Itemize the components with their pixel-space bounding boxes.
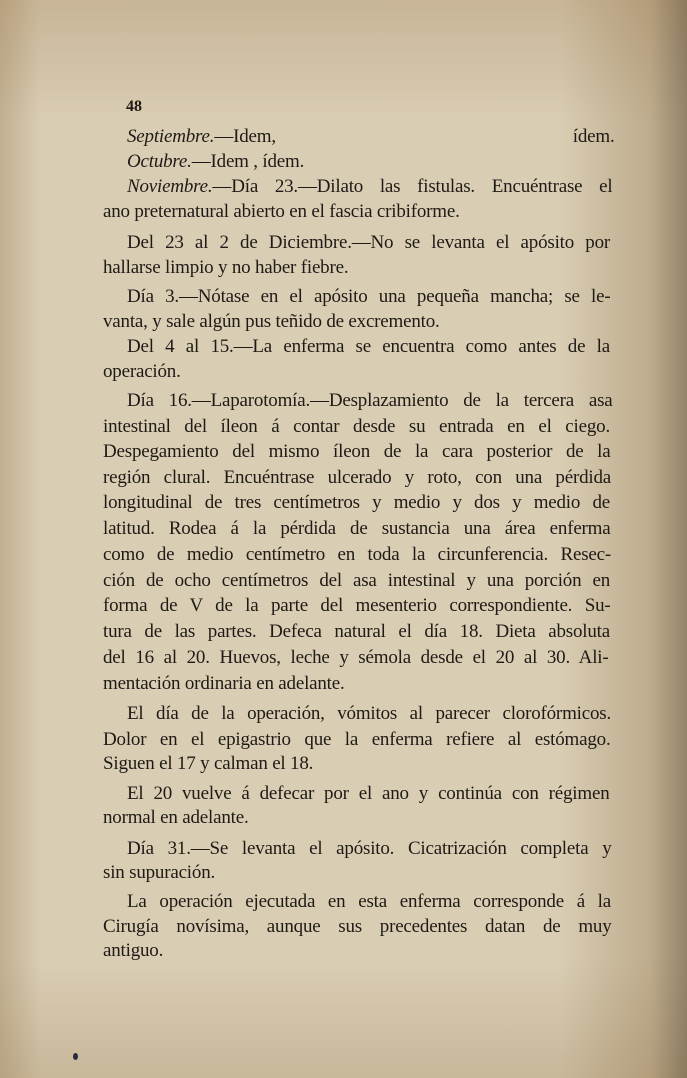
text-line: ción de ocho centímetros del asa intestinal y una porción en [103, 570, 610, 591]
month-heading: Septiembre. [127, 126, 215, 147]
text-line: Dolor en el epigastrio que la enferma refiere al estómago. [103, 729, 611, 750]
page-number: 48 [126, 98, 142, 115]
text-line: antiguo. [103, 940, 164, 961]
text-line: intestinal del íleon á contar desde su entrada en el ciego. [103, 416, 610, 437]
text-line: latitud. Rodea á la pérdida de sustancia una área enferma [103, 518, 611, 539]
text-line: normal en adelante. [103, 807, 249, 828]
text-line: Del 23 al 2 de Diciembre.—No se levanta el apósito por [127, 232, 610, 253]
text-line: Cirugía novísima, aunque sus precedentes datan de muy [103, 916, 612, 937]
ink-speck [73, 1053, 78, 1060]
line-text: —Día 23.—Dilato las fistulas. Encuéntrase el [212, 176, 613, 197]
line-text: —Idem, ídem. [214, 126, 615, 147]
text-line: Siguen el 17 y calman el 18. [103, 753, 314, 774]
text-line: Día 3.—Nótase en el apósito una pequeña mancha; se le- [127, 286, 611, 307]
text-line: del 16 al 20. Huevos, leche y sémola desde el 20 al 30. Ali- [103, 647, 609, 668]
text-line: tura de las partes. Defeca natural el día 18. Dieta absoluta [103, 621, 610, 642]
text-line: región clural. Encuéntrase ulcerado y roto, con una pérdida [103, 467, 611, 488]
text-line: El 20 vuelve á defecar por el ano y continúa con régimen [127, 783, 610, 804]
month-heading: Octubre. [127, 151, 192, 172]
text-line: La operación ejecutada en esta enferma corresponde á la [127, 891, 611, 912]
text-line: ano preternatural abierto en el fascia cribiforme. [103, 201, 460, 222]
text-line [127, 149, 615, 175]
text-line: como de medio centímetro en toda la circunferencia. Resec- [103, 544, 611, 565]
text-line: sin supuración. [103, 862, 216, 883]
text-line: El día de la operación, vómitos al parecer clorofórmicos. [127, 703, 611, 724]
text-line: Día 31.—Se levanta el apósito. Cicatrización completa y [127, 838, 612, 859]
text-line [127, 174, 615, 200]
text-line: vanta, y sale algún pus teñido de excremento. [103, 311, 440, 332]
text-line: operación. [103, 361, 181, 382]
text-line: Día 16.—Laparotomía.—Desplazamiento de la tercera asa [127, 390, 613, 411]
line-text: —Idem , ídem. [191, 151, 305, 172]
text-line: Despegamiento del mismo íleon de la cara posterior de la [103, 441, 611, 462]
text-line: Del 4 al 15.—La enferma se encuentra como antes de la [127, 336, 610, 357]
text-line [127, 124, 615, 150]
text-line: mentación ordinaria en adelante. [103, 673, 345, 694]
text-line: hallarse limpio y no haber fiebre. [103, 257, 349, 278]
text-line: forma de V de la parte del mesenterio correspondiente. Su- [103, 595, 611, 616]
month-heading: Noviembre. [127, 176, 213, 197]
text-line: longitudinal de tres centímetros y medio y dos y medio de [103, 492, 610, 513]
